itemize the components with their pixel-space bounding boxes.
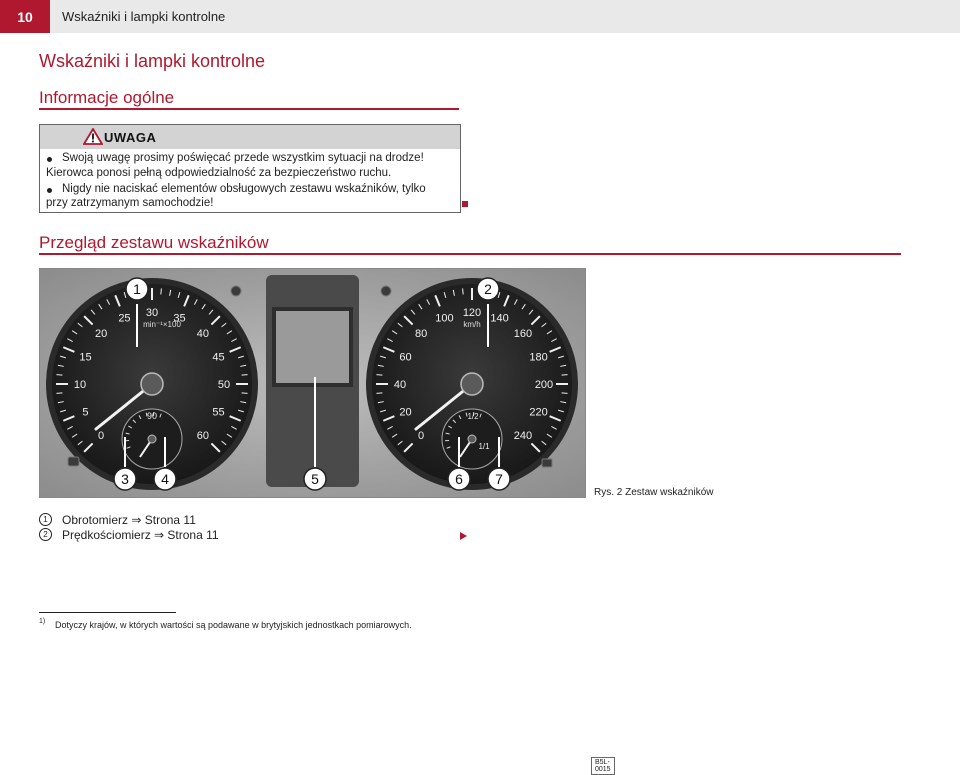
speedometer-tick-label: 180 (529, 351, 547, 363)
callout-number: 6 (455, 471, 463, 487)
footnote-mark: 1) (39, 618, 45, 625)
legend-item-tachometer: Obrotomierz ⇒ Strona 11 (62, 513, 196, 527)
tachometer-tick-label: 60 (197, 430, 209, 442)
end-square-icon (462, 201, 468, 207)
indicator-lamp-icon (542, 459, 552, 467)
legend-number: 1 (39, 513, 52, 526)
tachometer-tick-label: 30 (146, 307, 158, 319)
tachometer-tick-label: 25 (118, 312, 130, 324)
tachometer-tick-label: 20 (95, 328, 107, 340)
fuel-gauge-label-half: 1/2 (467, 412, 479, 421)
tachometer-tick-label: 40 (197, 328, 209, 340)
legend-item-speedometer: Prędkościomierz ⇒ Strona 11 (62, 528, 219, 542)
turn-signal-left-icon (231, 286, 241, 296)
speedometer-tick-label: 240 (514, 430, 532, 442)
tachometer-tick-label: 50 (218, 379, 230, 391)
tachometer-tick-label: 5 (82, 407, 88, 419)
page-title: Wskaźniki i lampki kontrolne (39, 51, 265, 72)
callout-number: 4 (161, 471, 169, 487)
speedometer-tick-label: 60 (399, 351, 411, 363)
tachometer-tick-label: 55 (212, 407, 224, 419)
warning-line: Kierowca ponosi pełną odpowiedzialność za bezpieczeństwo ruchu. (46, 167, 391, 179)
section-heading-general: Informacje ogólne (39, 88, 174, 108)
figure-caption: Rys. 2 Zestaw wskaźników (594, 487, 713, 498)
footnote-rule (39, 612, 176, 613)
speedometer-tick-label: 120 (463, 307, 481, 319)
warning-title: UWAGA (104, 130, 156, 145)
tachometer-tick-label: 15 (79, 351, 91, 363)
tachometer-tick (242, 375, 248, 376)
callout-number: 2 (484, 281, 492, 297)
tachometer-tick-label: 35 (173, 312, 185, 324)
callout-number: 3 (121, 471, 129, 487)
speedometer-tick-label: 200 (535, 379, 553, 391)
fuel-pump-icon (68, 457, 79, 466)
callout-number: 5 (311, 471, 319, 487)
speedometer-unit: km/h (463, 320, 480, 329)
continue-arrow-icon (460, 532, 467, 540)
bullet-icon (47, 188, 52, 193)
legend-number: 2 (39, 528, 52, 541)
tachometer-tick-label: 0 (98, 430, 104, 442)
speedometer-tick-label: 100 (435, 312, 453, 324)
footnote-text: Dotyczy krajów, w których wartości są podawane w brytyjskich jednostkach pomiarowych. (55, 620, 412, 630)
warning-box (39, 124, 461, 213)
header-title: Wskaźniki i lampki kontrolne (62, 9, 225, 24)
tachometer-tick (242, 393, 248, 394)
speedometer-tick-label: 80 (415, 328, 427, 340)
bullet-icon (47, 157, 52, 162)
warning-line: Swoją uwagę prosimy poświęcać przede wszystkim sytuacji na drodze! (62, 152, 424, 164)
speedometer-tick (463, 288, 464, 294)
warning-header (40, 125, 460, 149)
section-rule (39, 108, 459, 110)
callout-number: 1 (133, 281, 141, 297)
section-heading-overview: Przegląd zestawu wskaźników (39, 233, 269, 253)
tachometer-hub (141, 373, 163, 395)
speedometer-tick-label: 220 (529, 407, 547, 419)
warning-triangle-icon (83, 128, 103, 150)
instrument-cluster-figure (39, 268, 586, 498)
tachometer-tick-label: 45 (212, 351, 224, 363)
page-header (0, 0, 960, 33)
speedometer-tick (562, 375, 568, 376)
instrument-cluster-illustration (40, 269, 585, 497)
speedometer-tick (376, 393, 382, 394)
speedometer-tick-label: 0 (418, 430, 424, 442)
turn-signal-right-icon (381, 286, 391, 296)
speedometer-tick-label: 160 (514, 328, 532, 340)
tachometer-tick-label: 10 (74, 379, 86, 391)
page-number: 10 (0, 0, 50, 33)
callout-number: 7 (495, 471, 503, 487)
section-rule (39, 253, 901, 255)
temp-gauge-label: 90 (147, 411, 157, 421)
speedometer-hub (461, 373, 483, 395)
fuel-gauge-label-full: 1/1 (478, 442, 490, 451)
speedometer-tick (376, 375, 382, 376)
speedometer-tick-label: 20 (399, 407, 411, 419)
tachometer-tick (56, 393, 62, 394)
warning-line: przy zatrzymanym samochodzie! (46, 197, 213, 209)
tachometer-tick (161, 288, 162, 294)
speedometer-tick (562, 393, 568, 394)
tachometer-unit: min⁻¹×100 (143, 320, 181, 329)
warning-line: Nigdy nie naciskać elementów obsługowych zestawu wskaźników, tylko (62, 183, 426, 195)
speedometer-tick-label: 40 (394, 379, 406, 391)
speedometer-tick-label: 140 (490, 312, 508, 324)
tachometer-tick (56, 375, 62, 376)
figure-code: B5L-0015 (591, 757, 615, 775)
